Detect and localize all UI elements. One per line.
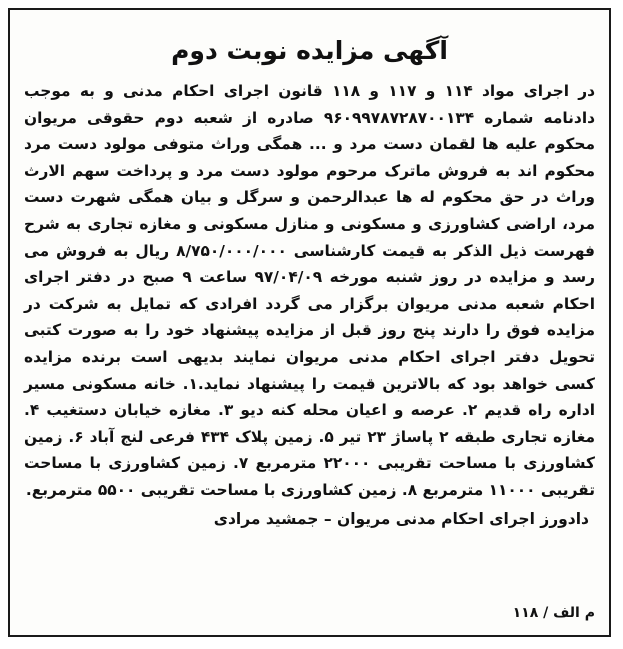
notice-title: آگهی مزایده نوبت دوم [171, 36, 448, 65]
notice-body: در اجرای مواد ۱۱۴ و ۱۱۷ و ۱۱۸ قانون اجرای احکام مدنی و به موجب دادنامه شماره ۹۶۰۹۹۷۸۷۲۸۷۰۰۱۳۴ صادره از شعبه دوم حقوقی مریوان محکوم علیه ها لقمان دست مرد و ... همگی وراث متوفی مولود دست مرد محکوم اند به فروش ماترک مرحوم مولود دست مرد و پرداخت سهم الارث وراث در حق محکوم له ها عبدالرحمن و سرگل و بیان همگی شهرت دست مرد، اراضی کشاورزی و مسکونی و منازل مسکونی و مغازه تجاری به شرح فهرست ذیل الذکر به قیمت کارشناسی ۸/۷۵۰/۰۰۰/۰۰۰ ریال به فروش می رسد و مزایده در روز شنبه مورخه ۹۷/۰۴/۰۹ ساعت ۹ صبح در دفتر اجرای احکام شعبه مدنی مریوان برگزار می گردد افرادی که تمایل به شرکت در مزایده فوق را دارند پنج روز قبل از مزایده پیشنهاد خود را به صورت کتبی تحویل دفتر اجرای احکام مدنی مریوان نمایند بدیهی است برنده مزایده کسی خواهد بود که بالاترین قیمت را پیشنهاد نماید.۱. خانه مسکونی مسیر اداره راه قدیم ۲. عرصه و اعیان محله کنه دیو ۳. مغازه خیابان دستغیب ۴. مغازه تجاری طبقه ۲ پاساژ ۲۳ تیر ۵. زمین پلاک ۴۳۴ فرعی لنج آباد ۶. زمین کشاورزی با مساحت تقریبی ۲۲۰۰۰ مترمربع ۷. زمین کشاورزی با مساحت تقریبی ۱۱۰۰۰ مترمربع ۸. زمین کشاورزی با مساحت تقریبی ۵۵۰۰ مترمربع. [24, 82, 596, 499]
notice-signature: دادورز اجرای احکام مدنی مریوان – جمشید مرادی [213, 509, 589, 528]
notice-reference-code: م الف / ۱۱۸ [512, 605, 595, 621]
auction-notice [8, 8, 611, 637]
